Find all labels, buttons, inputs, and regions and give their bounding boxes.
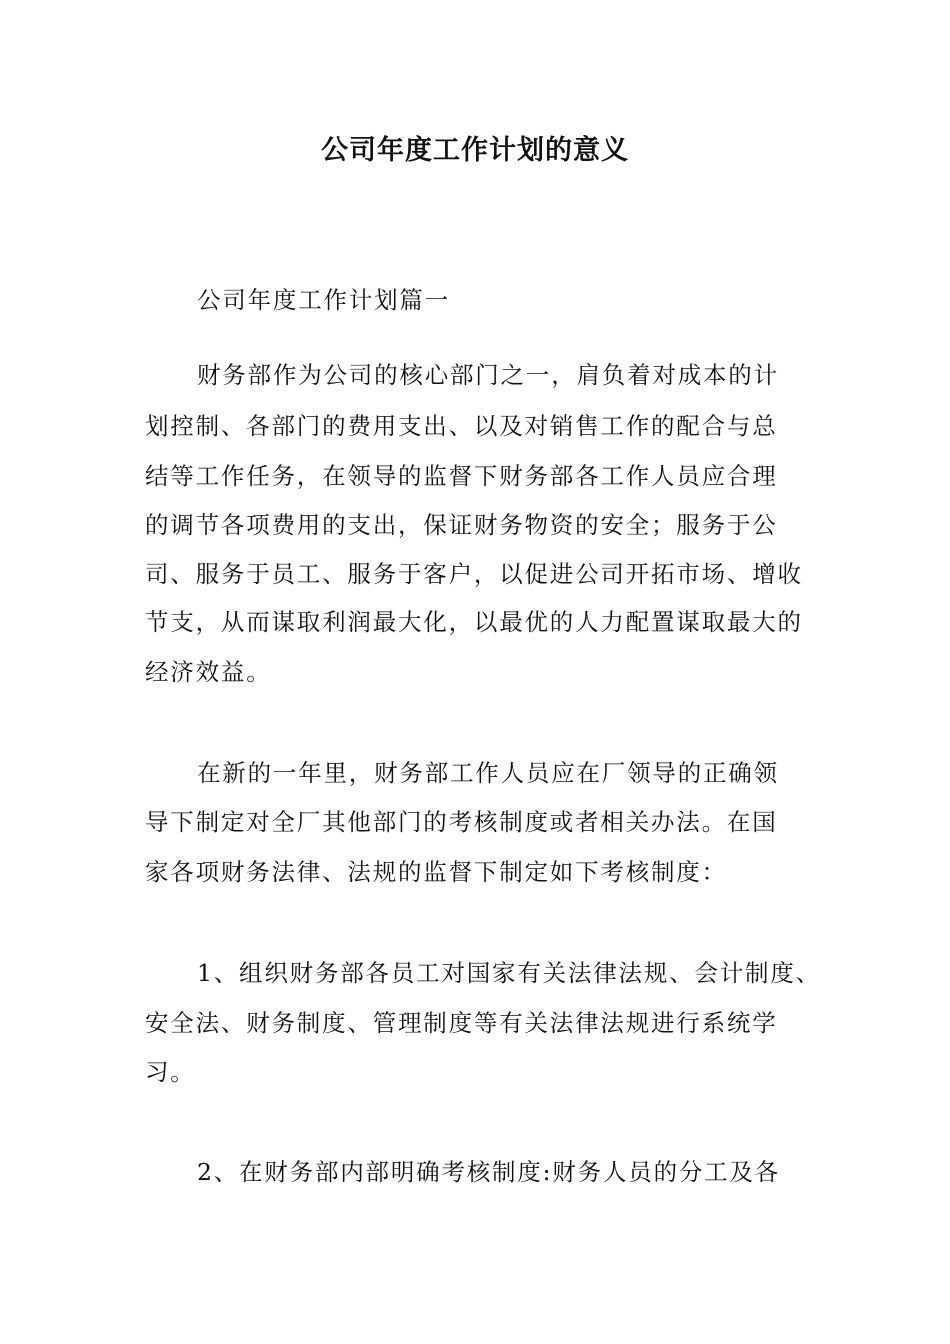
paragraph-line: 经济效益。	[145, 658, 272, 686]
paragraph-line: 导下制定对全厂其他部门的考核制度或者相关办法。在国	[145, 808, 778, 836]
paragraph-line: 司、服务于员工、服务于客户，以促进公司开拓市场、增收	[145, 560, 803, 588]
paragraph-line: 结等工作任务，在领导的监督下财务部各工作人员应合理	[145, 462, 778, 490]
paragraph-line: 家各项财务法律、法规的监督下制定如下考核制度：	[145, 858, 727, 886]
paragraph-line: 在新的一年里，财务部工作人员应在厂领导的正确领	[197, 759, 779, 787]
paragraph-line: 财务部作为公司的核心部门之一，肩负着对成本的计	[197, 361, 779, 389]
paragraph-line: 的调节各项费用的支出，保证财务物资的安全；服务于公	[145, 511, 778, 539]
section-subheading: 公司年度工作计划篇一	[197, 286, 450, 314]
paragraph-line: 安全法、财务制度、管理制度等有关法律法规进行系统学	[145, 1009, 778, 1037]
paragraph-line: 习。	[145, 1058, 196, 1086]
paragraph-line: 2、在财务部内部明确考核制度:财务人员的分工及各	[197, 1158, 781, 1186]
paragraph-line: 划控制、各部门的费用支出、以及对销售工作的配合与总	[145, 412, 778, 440]
document-title: 公司年度工作计划的意义	[321, 135, 629, 166]
paragraph-line: 1、组织财务部各员工对国家有关法律法规、会计制度、	[197, 959, 821, 987]
paragraph-line: 节支，从而谋取利润最大化，以最优的人力配置谋取最大的	[145, 608, 803, 636]
